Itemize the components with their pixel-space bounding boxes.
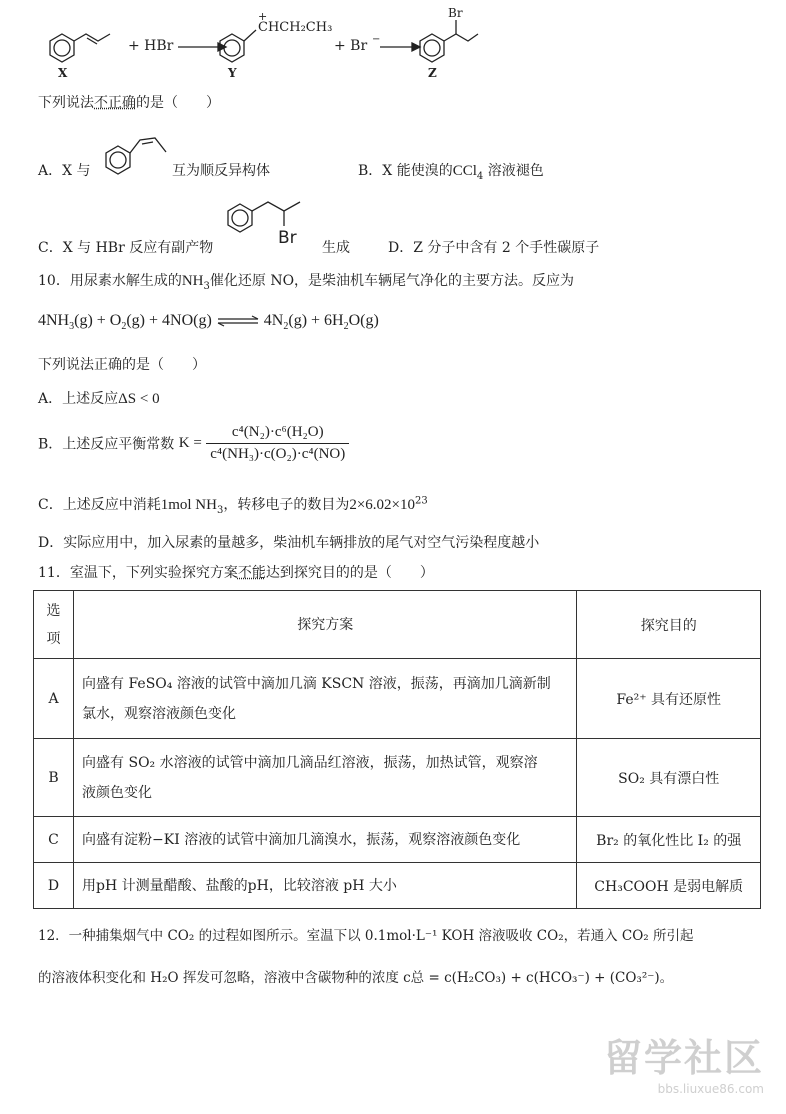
table-row: D 用pH 计测量醋酸、盐酸的pH，比较溶液 pH 大小 CH₃COOH 是弱电解质: [34, 863, 761, 909]
q11-stem: 11．室温下，下列实验探究方案不能达到探究目的的是（ ）: [38, 565, 434, 581]
q10-equation: $4NH_3(g) + O_2(g) + 4NO(g) 4N_2(g) + 6H_2O(g)$: [38, 312, 379, 333]
y-charge: +: [258, 10, 268, 23]
q10-option-c: C．上述反应中消耗1mol $NH_3$，转移电子的数目为$2\times 6.02\times 10^{23}$: [38, 495, 428, 516]
z-br: Br: [448, 6, 463, 20]
plus-br: + Br: [334, 38, 368, 54]
q12-line-1: 12．一种捕集烟气中 CO₂ 的过程如图所示。室温下以 0.1mol·L⁻¹ KOH 溶液吸收 CO₂，若通入 CO₂ 所引起: [38, 928, 694, 944]
byproduct-structure: [220, 192, 330, 252]
byproduct-br: Br: [278, 228, 297, 248]
q9-option-b: B．X 能使溴的CCl$_4$ 溶液褪色: [358, 163, 544, 182]
q10-option-b: B．上述反应平衡常数 K = $\frac{\text{c⁴(N₂)·c⁶(H₂O)}}{\text{c⁴(NH₃)·c(O₂)·c⁴(NO)}}$: [38, 424, 349, 463]
table-header-row: [34, 591, 761, 659]
header-goal: 探究目的: [577, 591, 761, 659]
y-group: CHCH₂CH₃: [258, 20, 333, 35]
arrow-1: [178, 43, 226, 51]
watermark-url: bbs.liuxue86.com: [657, 1082, 764, 1096]
cis-alkene-structure: [100, 128, 170, 188]
q9-option-d: D．Z 分子中含有 2 个手性碳原子: [388, 240, 600, 256]
q10-option-d: D．实际应用中，加入尿素的量越多，柴油机车辆排放的尾气对空气污染程度越小: [38, 535, 540, 551]
molecule-x: [50, 34, 110, 62]
equilibrium-arrow-icon: [216, 315, 260, 327]
q10-option-a: A．上述反应ΔS < 0: [38, 391, 160, 407]
label-y: Y: [228, 66, 237, 80]
q11-emphasis: 不能: [237, 565, 266, 581]
table-row: B 向盛有 SO₂ 水溶液的试管中滴加几滴品红溶液，振荡，加热试管，观察溶 液颜色变化 SO₂ 具有漂白性: [34, 739, 761, 817]
q9-option-a: A．X 与: [38, 163, 91, 179]
q9-option-c: C．X 与 HBr 反应有副产物: [38, 240, 214, 256]
q9-option-c-post: 生成: [322, 240, 350, 256]
q12-line-2: 的溶液体积变化和 H₂O 挥发可忽略，溶液中含碳物种的浓度 c总 = c(H₂CO₃) + c(HCO₃⁻) + (CO₃²⁻)。: [38, 970, 674, 986]
table-row: A 向盛有 FeSO₄ 溶液的试管中滴加几滴 KSCN 溶液，振荡，再滴加几滴新制 氯水，观察溶液颜色变化 Fe²⁺ 具有还原性: [34, 659, 761, 739]
table-row: C 向盛有淀粉−KI 溶液的试管中滴加几滴溴水，振荡，观察溶液颜色变化 Br₂ 的氧化性比 I₂ 的强: [34, 817, 761, 863]
plus-hbr: + HBr: [128, 38, 174, 54]
molecule-z: [420, 20, 478, 62]
watermark-logo-text: 留学社区: [603, 1036, 764, 1080]
header-option: 选 项: [34, 591, 74, 659]
br-minus: −: [372, 34, 381, 45]
q10-ask: 下列说法正确的是（ ）: [38, 357, 206, 373]
q9-emphasis: 不正确: [94, 95, 136, 111]
watermark: [604, 1027, 764, 1096]
label-x: X: [58, 66, 68, 80]
header-plan: 探究方案: [74, 591, 577, 659]
label-z: Z: [428, 66, 437, 80]
arrow-2: [380, 43, 420, 51]
q9-option-a-post: 互为顺反异构体: [172, 163, 270, 179]
q10-stem: 10．用尿素水解生成的$NH_3$催化还原 NO，是柴油机车辆尾气净化的主要方法。反应为: [38, 273, 575, 292]
q9-stem: 下列说法不正确的是（ ）: [38, 95, 220, 111]
equilibrium-constant-fraction: $\frac{\text{c⁴(N₂)·c⁶(H₂O)}}{\text{c⁴(NH₃)·c(O₂)·c⁴(NO)}}$: [206, 424, 349, 463]
experiment-table: [33, 590, 761, 909]
